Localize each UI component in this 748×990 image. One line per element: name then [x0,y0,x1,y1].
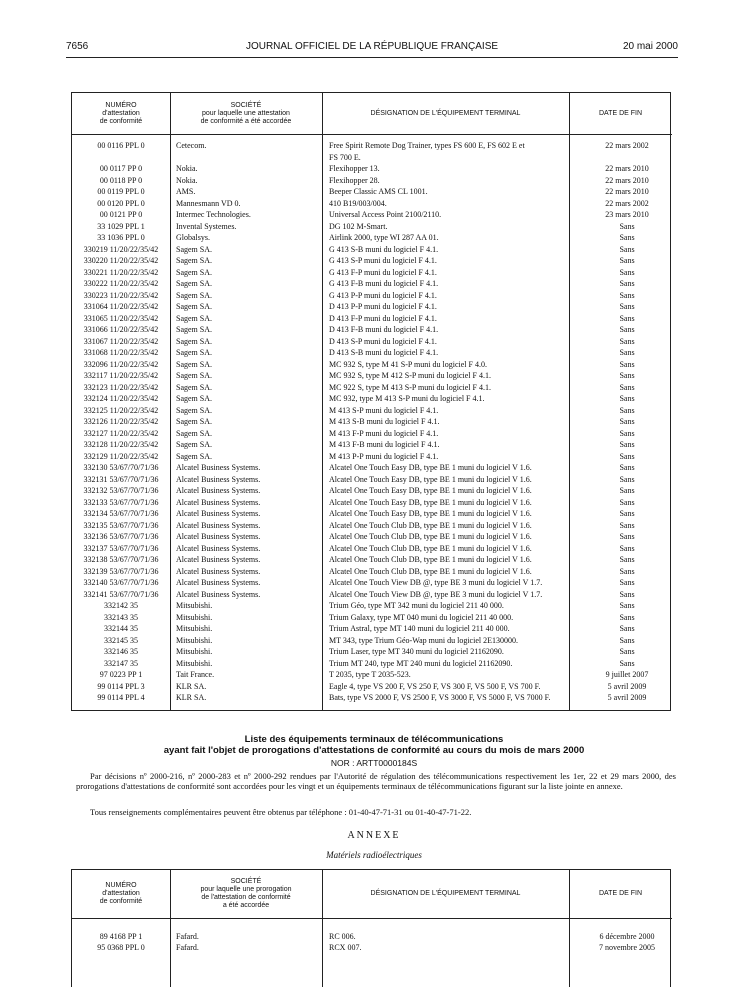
cell-date: Sans [619,474,635,484]
cell-date: Sans [619,658,635,668]
cell-numero: 332141 53/67/70/71/36 [83,589,159,599]
header-rule [66,57,678,58]
cell-numero: 332136 53/67/70/71/36 [83,532,159,541]
contact-paragraph: Tous renseignements complémentaires peuvent être obtenus par téléphone : 01-40-47-71-31 ou 01-40-47-71-22. [90,807,472,817]
cell-numero: 33 1036 PPL 0 [97,233,145,242]
cell-designation: Alcatel One Touch Club DB, type BE 1 muni du logiciel V 1.6. [329,555,532,564]
cell-designation: Alcatel One Touch Easy DB, type BE 1 muni du logiciel V 1.6. [329,463,532,472]
cell-date: Sans [619,382,635,392]
cell-societe: Sagem SA. [176,290,212,300]
cell-societe: Tait France. [176,670,215,679]
cell-societe: Sagem SA. [176,302,212,311]
cell-societe: Alcatel Business Systems. [176,532,261,541]
cell-designation: Trium Galaxy, type MT 040 muni du logiciel 211 40 000. [329,612,514,622]
col-header-numero: NUMÉRO d'attestation de conformité [72,870,170,919]
cell-date: Sans [619,601,635,610]
cell-date: 22 mars 2010 [605,187,649,196]
cell-designation: Eagle 4, type VS 200 F, VS 250 F, VS 300 F, VS 500 F, VS 700 F. [329,681,541,691]
cell-date: Sans [619,555,635,564]
cell-date: Sans [619,463,635,472]
cell-designation: G 413 F-P muni du logiciel F 4.1. [329,267,437,277]
page-header [66,41,678,55]
annexe-subtitle: Matériels radioélectriques [326,850,422,860]
cell-numero: 330220 11/20/22/35/42 [83,256,159,265]
cell-numero: 331064 11/20/22/35/42 [83,302,159,311]
cell-societe: Nokia. [176,164,198,173]
cell-societe: Intermec Technologies. [176,210,251,219]
section-title-line2: ayant fait l'objet de prorogations d'attestations de conformité au cours du mois de mars 2000 [163,745,585,756]
cell-designation: D 413 S-B muni du logiciel F 4.1. [329,348,439,357]
cell-numero: 330219 11/20/22/35/42 [83,244,159,254]
col-header-date: DATE DE FIN [569,93,672,135]
col-header-societe: SOCIÉTÉ pour laquelle une prorogation de l'attestation de conformité a été accordée [170,870,322,919]
cell-designation: DG 102 M-Smart. [329,221,388,231]
cell-date: Sans [619,244,635,254]
cell-designation: Alcatel One Touch Easy DB, type BE 1 muni du logiciel V 1.6. [329,486,532,495]
cell-date: Sans [619,290,635,300]
cell-societe: Mitsubishi. [176,658,213,668]
column-divider [322,93,323,710]
cell-societe: Alcatel Business Systems. [176,463,261,472]
nor-reference: NOR : ARTT0000184S [330,758,418,768]
cell-designation: Free Spirit Remote Dog Trainer, types FS 600 E, FS 602 E et [329,141,525,150]
cell-numero: 99 0114 PPL 4 [97,693,145,702]
cell-societe: Mitsubishi. [176,612,213,622]
cell-numero: 95 0368 PPL 0 [97,943,145,952]
cell-designation: M 413 S-P muni du logiciel F 4.1. [329,405,439,415]
cell-designation: Alcatel One Touch Club DB, type BE 1 muni du logiciel V 1.6. [329,520,532,530]
cell-date: 23 mars 2010 [605,210,649,219]
cell-numero: 332096 11/20/22/35/42 [83,359,159,369]
cell-date: Sans [619,520,635,530]
cell-date: Sans [619,451,635,461]
cell-designation: Flexihopper 28. [329,175,380,185]
cell-designation: Bats, type VS 2000 F, VS 2500 F, VS 3000 F, VS 5000 F, VS 7000 F. [329,693,551,702]
cell-societe: Alcatel Business Systems. [176,578,261,587]
cell-designation: 410 B19/003/004. [329,198,387,208]
cell-designation: RCX 007. [329,943,362,952]
column-divider [170,93,171,710]
cell-designation: Alcatel One Touch Club DB, type BE 1 muni du logiciel V 1.6. [329,543,532,553]
cell-numero: 332144 35 [104,624,138,633]
cell-societe: Alcatel Business Systems. [176,555,261,564]
cell-numero: 332131 53/67/70/71/36 [83,474,159,484]
cell-designation: Alcatel One Touch Club DB, type BE 1 muni du logiciel V 1.6. [329,532,532,541]
cell-numero: 332117 11/20/22/35/42 [83,371,159,380]
cell-designation: Alcatel One Touch Easy DB, type BE 1 muni du logiciel V 1.6. [329,497,532,507]
cell-numero: 332124 11/20/22/35/42 [83,394,159,403]
cell-date: 7 novembre 2005 [599,943,655,952]
cell-date: Sans [619,647,635,656]
cell-numero: 332123 11/20/22/35/42 [83,382,159,392]
cell-numero: 332138 53/67/70/71/36 [83,555,159,564]
cell-designation: Beeper Classic AMS CL 1001. [329,187,428,196]
cell-numero: 00 0116 PPL 0 [97,141,145,150]
cell-designation: Trium Astral, type MT 140 muni du logiciel 211 40 000. [329,624,510,633]
cell-date: Sans [619,635,635,645]
cell-designation: D 413 S-P muni du logiciel F 4.1. [329,336,437,346]
cell-date: Sans [619,532,635,541]
cell-societe: Sagem SA. [176,394,212,403]
cell-numero: 332147 35 [104,658,138,668]
decision-paragraph: Par décisions nº 2000-216, nº 2000-283 et nº 2000-292 rendues par l'Autorité de régulation des télécommunications respectivement les 1er, 22 et 29 mars 2000, des prorogations d'attestations de conformité sont accordées pour les vingt et un équipements terminaux de télécommunications figurant sur la liste jointe en annexe. [76,771,676,791]
cell-numero: 332134 53/67/70/71/36 [83,509,159,518]
cell-date: Sans [619,325,635,334]
cell-societe: AMS. [176,187,196,196]
cell-date: Sans [619,543,635,553]
cell-date: Sans [619,359,635,369]
cell-numero: 330222 11/20/22/35/42 [83,279,159,288]
cell-societe: Alcatel Business Systems. [176,543,261,553]
cell-designation: MT 343, type Trium Géo-Wap muni du logiciel 2E130000. [329,635,518,645]
cell-societe: Sagem SA. [176,244,212,254]
cell-date: 9 juillet 2007 [605,670,649,679]
cell-societe: Sagem SA. [176,382,212,392]
cell-designation: MC 932 S, type M 41 S-P muni du logiciel F 4.0. [329,359,487,369]
cell-numero: 332146 35 [104,647,138,656]
cell-date: Sans [619,624,635,633]
cell-numero: 332142 35 [104,601,138,610]
cell-date: Sans [619,336,635,346]
cell-date: Sans [619,371,635,380]
cell-designation: G 413 S-B muni du logiciel F 4.1. [329,244,439,254]
cell-societe: Sagem SA. [176,440,212,449]
cell-date: Sans [619,612,635,622]
cell-societe: Alcatel Business Systems. [176,566,261,576]
cell-date: Sans [619,509,635,518]
column-divider [569,93,570,710]
cell-numero: 331067 11/20/22/35/42 [83,336,159,346]
cell-societe: Mitsubishi. [176,624,213,633]
cell-designation: Airlink 2000, type WI 287 AA 01. [329,233,439,242]
cell-numero: 332143 35 [104,612,138,622]
cell-societe: Fafard. [176,932,199,941]
cell-designation: MC 932 S, type M 412 S-P muni du logiciel F 4.1. [329,371,491,380]
cell-date: Sans [619,566,635,576]
cell-designation: T 2035, type T 2035-523. [329,670,411,679]
cell-designation: Alcatel One Touch Club DB, type BE 1 muni du logiciel V 1.6. [329,566,532,576]
cell-date: Sans [619,589,635,599]
annexe-heading: ANNEXE [347,830,401,841]
cell-date: 22 mars 2002 [605,141,649,150]
cell-numero: 332132 53/67/70/71/36 [83,486,159,495]
cell-designation: M 413 P-P muni du logiciel F 4.1. [329,451,439,461]
attestation-table [71,92,671,711]
cell-designation: Alcatel One Touch View DB @, type BE 3 muni du logiciel V 1.7. [329,589,543,599]
cell-numero: 332145 35 [104,635,138,645]
cell-date: 5 avril 2009 [607,681,647,691]
cell-date: Sans [619,348,635,357]
cell-societe: Mitsubishi. [176,647,213,656]
page-number: 7656 [66,41,89,52]
cell-numero: 332139 53/67/70/71/36 [83,566,159,576]
cell-designation: Alcatel One Touch Easy DB, type BE 1 muni du logiciel V 1.6. [329,474,532,484]
section-title-line1: Liste des équipements terminaux de télécommunications [244,734,504,745]
journal-title: JOURNAL OFFICIEL DE LA RÉPUBLIQUE FRANÇAISE [245,41,499,52]
cell-date: Sans [619,405,635,415]
cell-date: Sans [619,417,635,426]
cell-designation: D 413 F-B muni du logiciel F 4.1. [329,325,439,334]
cell-designation: M 413 F-P muni du logiciel F 4.1. [329,428,439,438]
cell-date: Sans [619,279,635,288]
cell-numero: 332127 11/20/22/35/42 [83,428,159,438]
cell-numero: 330223 11/20/22/35/42 [83,290,159,300]
cell-designation: G 413 S-P muni du logiciel F 4.1. [329,256,437,265]
cell-date: Sans [619,302,635,311]
cell-designation: FS 700 E. [329,152,361,162]
prorogation-table [71,869,671,987]
cell-societe: Sagem SA. [176,417,212,426]
cell-numero: 332125 11/20/22/35/42 [83,405,159,415]
cell-societe: Alcatel Business Systems. [176,486,261,495]
cell-designation: Universal Access Point 2100/2110. [329,210,442,219]
cell-societe: Mitsubishi. [176,635,213,645]
cell-date: Sans [619,578,635,587]
cell-date: Sans [619,486,635,495]
cell-societe: Cetecom. [176,141,207,150]
cell-designation: Trium Laser, type MT 340 muni du logiciel 21162090. [329,647,504,656]
cell-designation: Flexihopper 13. [329,164,380,173]
cell-societe: KLR SA. [176,693,207,702]
cell-numero: 99 0114 PPL 3 [97,681,145,691]
cell-societe: Sagem SA. [176,405,212,415]
cell-societe: KLR SA. [176,681,207,691]
cell-numero: 331068 11/20/22/35/42 [83,348,159,357]
col-header-societe: SOCIÉTÉ pour laquelle une attestation de conformité a été accordée [170,93,322,135]
cell-designation: M 413 S-B muni du logiciel F 4.1. [329,417,440,426]
cell-societe: Sagem SA. [176,428,212,438]
cell-designation: RC 006. [329,932,356,941]
cell-societe: Mannesmann VD 0. [176,198,241,208]
cell-societe: Sagem SA. [176,371,212,380]
cell-societe: Globalsys. [176,233,210,242]
cell-numero: 00 0117 PP 0 [99,164,143,173]
cell-numero: 332140 53/67/70/71/36 [83,578,159,587]
cell-date: Sans [619,267,635,277]
cell-societe: Sagem SA. [176,359,212,369]
cell-date: 22 mars 2010 [605,175,649,185]
cell-designation: M 413 F-B muni du logiciel F 4.1. [329,440,440,449]
cell-designation: Trium Géo, type MT 342 muni du logiciel 211 40 000. [329,601,504,610]
cell-numero: 89 4168 PP 1 [99,932,143,941]
cell-societe: Invental Systemes. [176,221,237,231]
cell-designation: D 413 F-P muni du logiciel F 4.1. [329,313,437,323]
cell-numero: 332129 11/20/22/35/42 [83,451,159,461]
cell-designation: G 413 P-P muni du logiciel F 4.1. [329,290,437,300]
cell-designation: MC 932, type M 413 S-P muni du logiciel F 4.1. [329,394,485,403]
cell-societe: Sagem SA. [176,325,212,334]
cell-date: 6 décembre 2000 [599,932,655,941]
cell-designation: D 413 P-P muni du logiciel F 4.1. [329,302,437,311]
cell-societe: Fafard. [176,943,199,952]
cell-societe: Alcatel Business Systems. [176,520,261,530]
cell-date: Sans [619,394,635,403]
cell-designation: MC 922 S, type M 413 S-P muni du logiciel F 4.1. [329,382,491,392]
cell-numero: 331065 11/20/22/35/42 [83,313,159,323]
col-header-designation: DÉSIGNATION DE L'ÉQUIPEMENT TERMINAL [322,93,569,135]
cell-date: Sans [619,233,635,242]
cell-societe: Nokia. [176,175,198,185]
cell-numero: 332128 11/20/22/35/42 [83,440,159,449]
cell-designation: Trium MT 240, type MT 240 muni du logiciel 21162090. [329,658,513,668]
issue-date: 20 mai 2000 [622,41,678,52]
cell-societe: Mitsubishi. [176,601,213,610]
cell-numero: 00 0121 PP 0 [99,210,143,219]
col-header-designation: DÉSIGNATION DE L'ÉQUIPEMENT TERMINAL [322,870,569,919]
col-header-numero: NUMÉRO d'attestation de conformité [72,93,170,135]
cell-numero: 332135 53/67/70/71/36 [83,520,159,530]
cell-societe: Sagem SA. [176,313,212,323]
cell-societe: Sagem SA. [176,348,212,357]
cell-date: Sans [619,256,635,265]
cell-societe: Sagem SA. [176,267,212,277]
cell-numero: 00 0118 PP 0 [99,175,143,185]
cell-numero: 332130 53/67/70/71/36 [83,463,159,472]
cell-societe: Sagem SA. [176,279,212,288]
cell-designation: Alcatel One Touch View DB @, type BE 3 muni du logiciel V 1.7. [329,578,543,587]
cell-date: 22 mars 2002 [605,198,649,208]
cell-date: 5 avril 2009 [607,693,647,702]
col-header-date: DATE DE FIN [569,870,672,919]
cell-date: Sans [619,440,635,449]
cell-societe: Alcatel Business Systems. [176,474,261,484]
cell-date: Sans [619,497,635,507]
cell-numero: 331066 11/20/22/35/42 [83,325,159,334]
cell-societe: Alcatel Business Systems. [176,589,261,599]
cell-societe: Sagem SA. [176,451,212,461]
cell-societe: Sagem SA. [176,336,212,346]
cell-designation: Alcatel One Touch Easy DB, type BE 1 muni du logiciel V 1.6. [329,509,532,518]
cell-societe: Alcatel Business Systems. [176,509,261,518]
cell-numero: 332137 53/67/70/71/36 [83,543,159,553]
cell-date: Sans [619,313,635,323]
cell-numero: 00 0119 PPL 0 [97,187,145,196]
cell-numero: 97 0223 PP 1 [99,670,143,679]
cell-date: 22 mars 2010 [605,164,649,173]
cell-numero: 332126 11/20/22/35/42 [83,417,159,426]
cell-numero: 332133 53/67/70/71/36 [83,497,159,507]
cell-numero: 00 0120 PPL 0 [97,198,145,208]
cell-date: Sans [619,221,635,231]
cell-date: Sans [619,428,635,438]
cell-numero: 330221 11/20/22/35/42 [83,267,159,277]
cell-numero: 33 1029 PPL 1 [97,221,145,231]
cell-societe: Sagem SA. [176,256,212,265]
cell-societe: Alcatel Business Systems. [176,497,261,507]
cell-designation: G 413 F-B muni du logiciel F 4.1. [329,279,439,288]
